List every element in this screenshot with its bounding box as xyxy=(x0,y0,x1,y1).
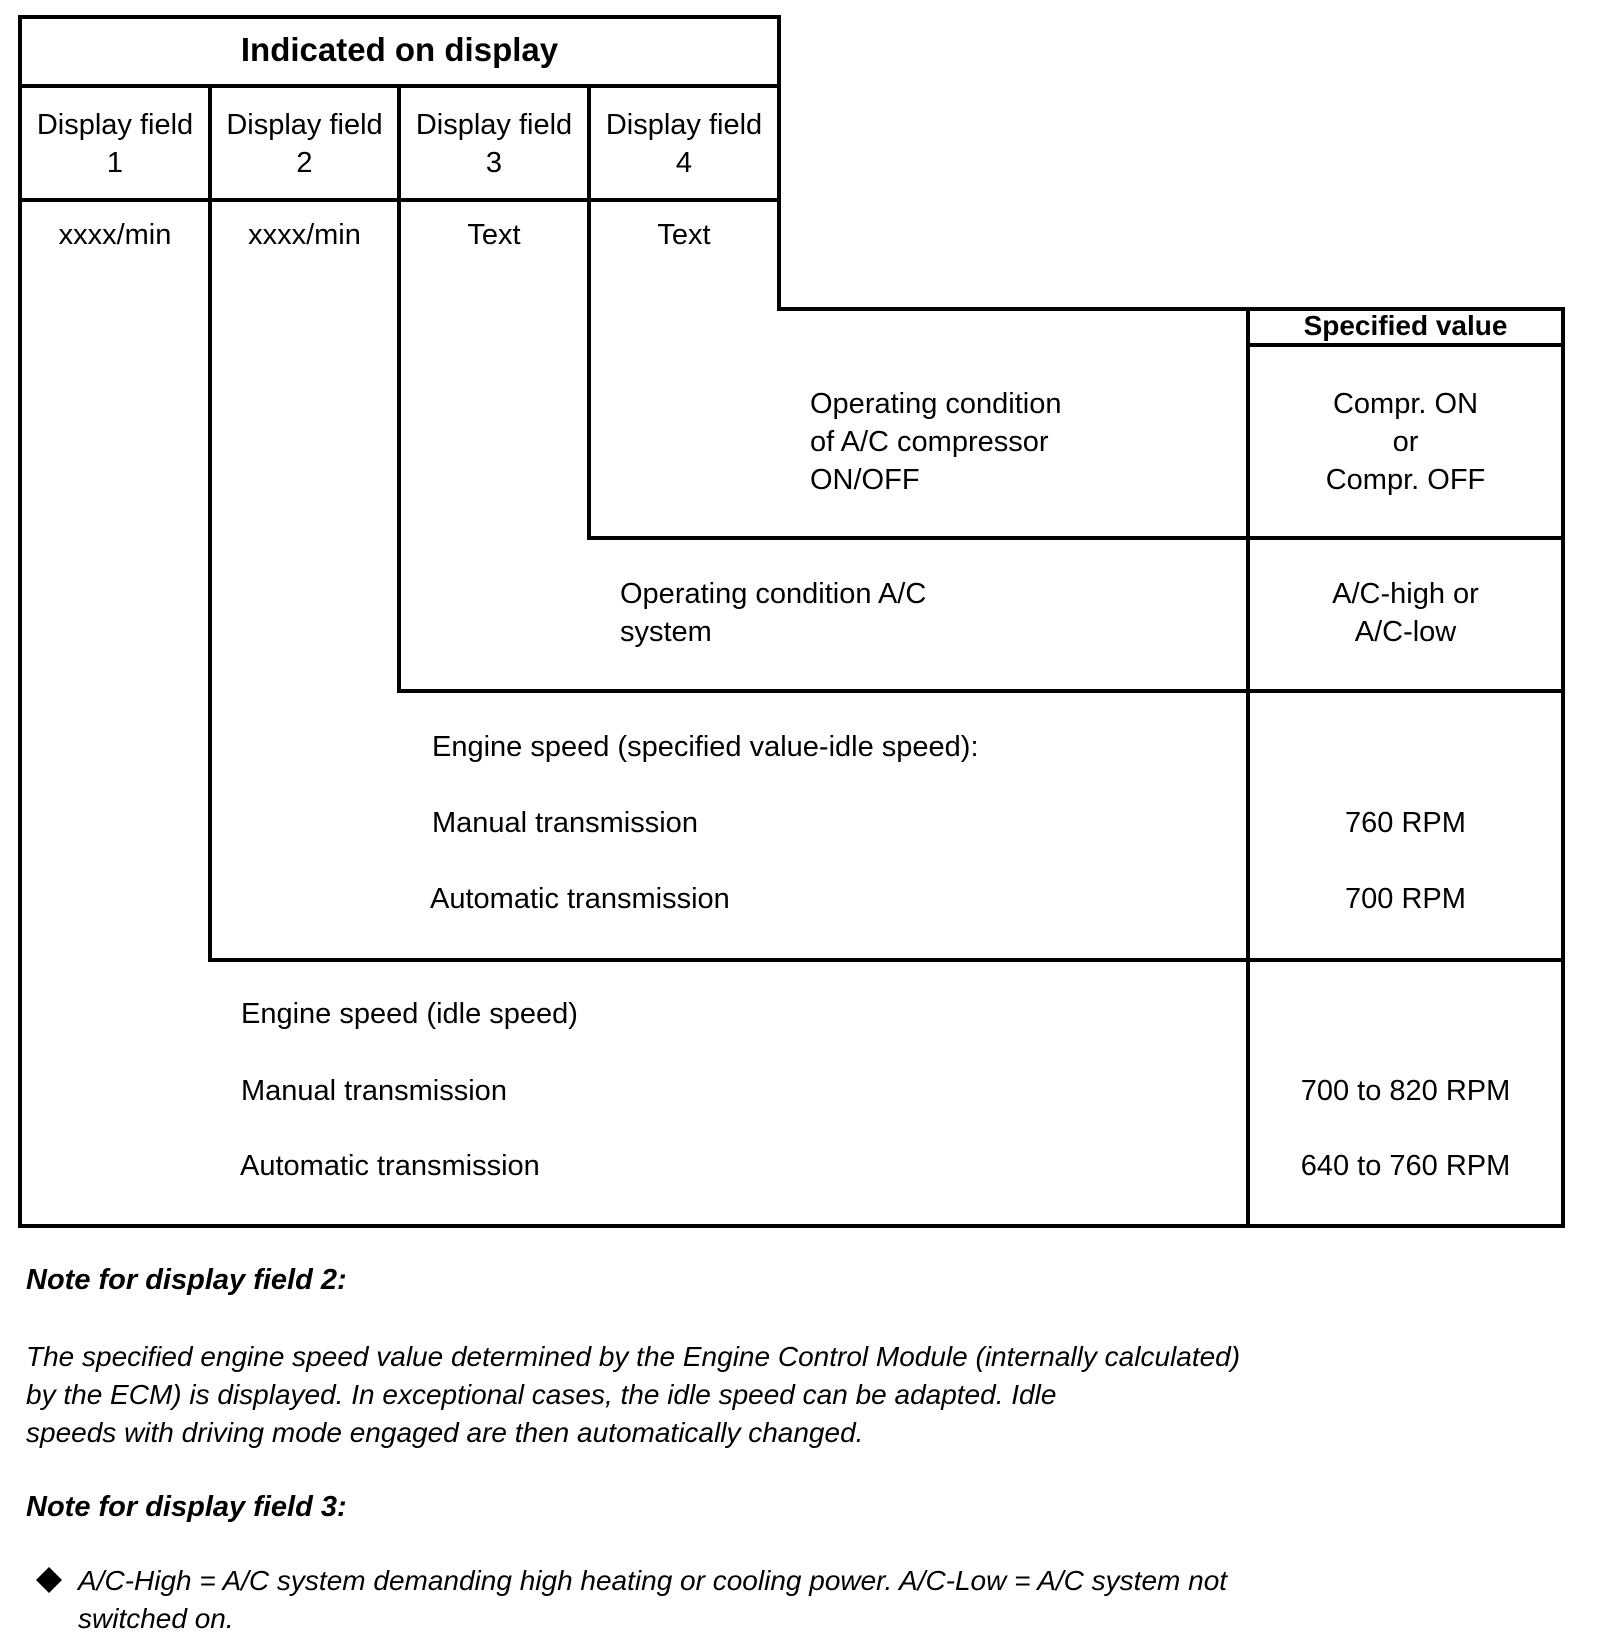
compressor-spec-value: Compr. ON or Compr. OFF xyxy=(1325,388,1486,496)
diamond-bullet-icon xyxy=(36,1567,62,1593)
ac-system-condition-desc: Operating condition A/C system xyxy=(620,578,927,648)
specified-speed-manual-value: 760 RPM xyxy=(1345,807,1466,839)
idle-speed-auto-label: Automatic transmission xyxy=(240,1150,540,1182)
display-field-4-value: Text xyxy=(657,219,711,251)
display-field-1-header: Display field 1 xyxy=(36,109,194,179)
idle-speed-auto-value: 640 to 760 RPM xyxy=(1300,1150,1511,1182)
specified-speed-title: Engine speed (specified value-idle speed): xyxy=(432,731,979,763)
display-field-2-value: xxxx/min xyxy=(248,219,361,251)
note-field-2-heading: Note for display field 2: xyxy=(26,1264,347,1296)
note-field-3-bullet-text: A/C-High = A/C system demanding high heating or cooling power. A/C-Low = A/C system not switched on. xyxy=(78,1565,1228,1634)
display-field-3-header: Display field 3 xyxy=(415,109,573,179)
display-field-2-header: Display field 2 xyxy=(226,109,383,179)
idle-speed-manual-value: 700 to 820 RPM xyxy=(1300,1075,1511,1107)
specified-speed-auto-label: Automatic transmission xyxy=(430,883,730,915)
specified-speed-auto-value: 700 RPM xyxy=(1345,883,1466,915)
note-field-3-heading: Note for display field 3: xyxy=(26,1491,347,1523)
ac-system-spec-value: A/C-high or A/C-low xyxy=(1332,578,1479,648)
specified-value-header: Specified value xyxy=(1303,310,1508,341)
display-field-1-value: xxxx/min xyxy=(58,219,172,251)
compressor-condition-desc: Operating condition of A/C compressor ON/OFF xyxy=(810,388,1062,496)
idle-speed-title: Engine speed (idle speed) xyxy=(241,998,578,1030)
table-title: Indicated on display xyxy=(240,31,559,68)
specified-speed-manual-label: Manual transmission xyxy=(432,807,698,839)
idle-speed-manual-label: Manual transmission xyxy=(241,1075,507,1107)
note-field-2-text: The specified engine speed value determined by the Engine Control Module (internally calculated) by the ECM) is displayed. In exceptional cases, the idle speed can be adapted. Idle speeds with driving mode engaged are then automatically changed. xyxy=(26,1341,1241,1448)
display-field-3-value: Text xyxy=(467,219,521,251)
display-field-4-header: Display field 4 xyxy=(605,109,763,179)
